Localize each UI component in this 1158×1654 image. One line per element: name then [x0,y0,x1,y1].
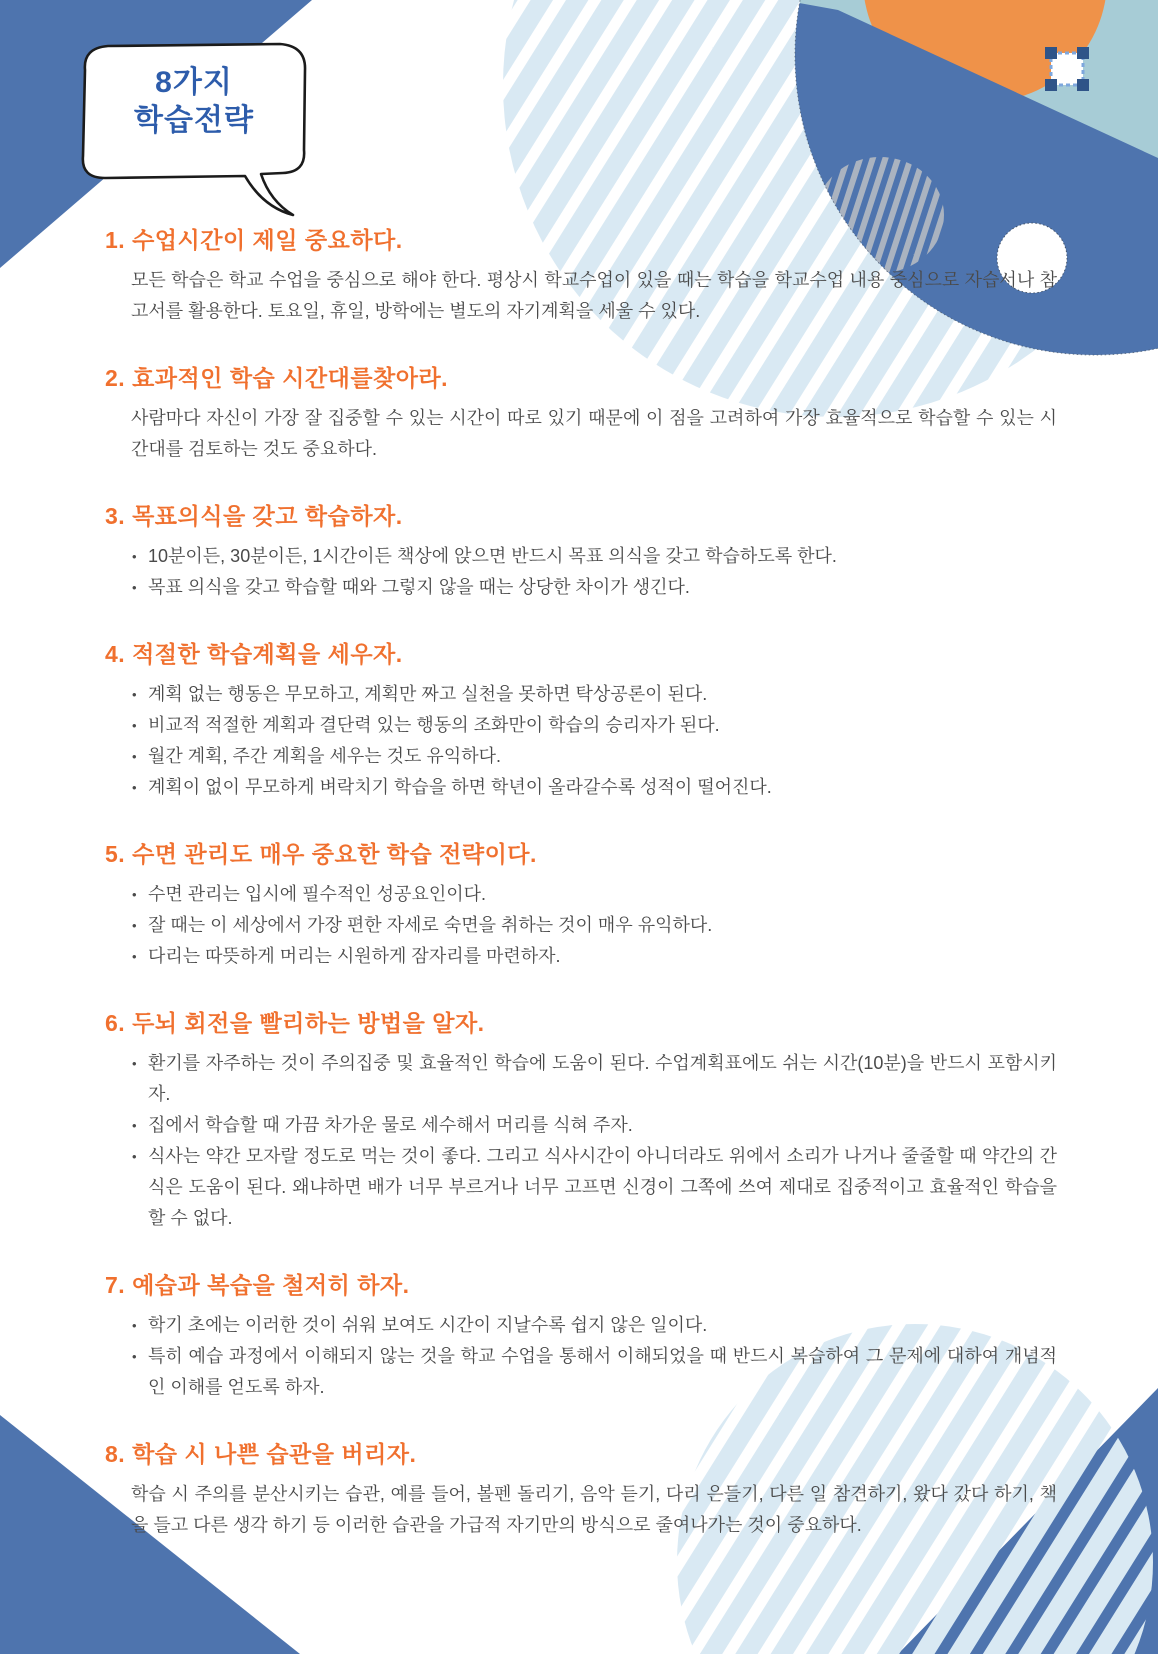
bullet-item [131,1048,1057,1110]
section-heading: 8. 학습 시 나쁜 습관을 버리자. [105,1441,417,1467]
bullet-icon: • [132,780,137,795]
poster-title [86,64,302,140]
section-heading: 3. 목표의식을 갖고 학습하자. [105,503,403,529]
section-paragraph: 모든 학습은 학교 수업을 중심으로 해야 한다. 평상시 학교수업이 있을 때는 학습을 학교수업 내용 중심으로 자습서나 참고서를 활용한다. 토요일, 휴일, 방학에는 별도의 자기계획을 세울 수 있다. [131,270,1057,321]
bullet-item [131,741,1057,772]
bullet-text: 계획이 없이 무모하게 벼락치기 학습을 하면 학년이 올라갈수록 성적이 떨어진다. [148,777,772,797]
bullet-icon: • [132,718,137,733]
bullet-item [131,772,1057,803]
section-heading: 2. 효과적인 학습 시간대를찾아라. [105,365,449,391]
bullet-icon: • [132,580,137,595]
strategy-section-2 [105,364,1057,465]
bullet-icon: • [132,1349,137,1364]
bullet-text: 계획 없는 행동은 무모하고, 계획만 짜고 실천을 못하면 탁상공론이 된다. [148,684,708,704]
bullet-text: 다리는 따뜻하게 머리는 시원하게 잠자리를 마련하자. [148,946,561,966]
section-heading: 5. 수면 관리도 매우 중요한 학습 전략이다. [105,841,537,867]
selection-frame-icon [1045,47,1089,91]
bullet-text: 집에서 학습할 때 가끔 차가운 물로 세수해서 머리를 식혀 주자. [148,1115,633,1135]
bullet-text: 목표 의식을 갖고 학습할 때와 그렇지 않을 때는 상당한 차이가 생긴다. [148,577,690,597]
poster-title-line1: 8가지 [155,66,233,99]
section-paragraph: 사람마다 자신이 가장 잘 집중할 수 있는 시간이 따로 있기 때문에 이 점을 고려하여 가장 효율적으로 학습할 수 있는 시간대를 검토하는 것도 중요하다. [131,408,1057,459]
section-heading: 6. 두뇌 회전을 빨리하는 방법을 알자. [105,1010,485,1036]
section-bullet-list [131,1310,1057,1403]
bullet-text: 학기 초에는 이러한 것이 쉬워 보여도 시간이 지날수록 쉽지 않은 일이다. [148,1315,708,1335]
bullet-text: 월간 계획, 주간 계획을 세우는 것도 유익하다. [148,746,501,766]
section-bullet-list [131,1048,1057,1234]
section-heading: 4. 적절한 학습계획을 세우자. [105,641,403,667]
bullet-icon: • [132,887,137,902]
bullet-item [131,679,1057,710]
strategy-list [105,226,1057,1578]
section-heading: 7. 예습과 복습을 철저히 하자. [105,1272,410,1298]
bullet-icon: • [132,949,137,964]
bullet-text: 10분이든, 30분이든, 1시간이든 책상에 앉으면 반드시 목표 의식을 갖고 학습하도록 한다. [148,546,837,566]
strategy-section-7 [105,1271,1057,1403]
bullet-text: 식사는 약간 모자랄 정도로 먹는 것이 좋다. 그리고 식사시간이 아니더라도 위에서 소리가 나거나 줄줄할 때 약간의 간식은 도움이 된다. 왜냐하면 배가 너무 부르거나 너무 고프면 신경이 그쪽에 쓰여 제대로 집중적이고 효율적인 학습을 할 수 없다. [148,1146,1057,1228]
bullet-icon: • [132,1056,137,1071]
poster-title-line2: 학습전략 [134,104,254,137]
bullet-item [131,541,1057,572]
bullet-text: 비교적 적절한 계획과 결단력 있는 행동의 조화만이 학습의 승리자가 된다. [148,715,720,735]
section-heading: 1. 수업시간이 제일 중요하다. [105,227,403,253]
bullet-item [131,1110,1057,1141]
strategy-section-6 [105,1009,1057,1234]
section-paragraph: 학습 시 주의를 분산시키는 습관, 예를 들어, 볼펜 돌리기, 음악 듣기, 다리 은들기, 다른 일 참견하기, 왔다 갔다 하기, 책을 들고 다른 생각 하기 등 이러한 습관을 가급적 자기만의 방식으로 줄여나가는 것이 중요하다. [131,1484,1057,1535]
section-bullet-list [131,879,1057,972]
bullet-icon: • [132,1318,137,1333]
bullet-item [131,1341,1057,1403]
bullet-icon: • [132,1118,137,1133]
bullet-text: 수면 관리는 입시에 필수적인 성공요인이다. [148,884,486,904]
strategy-section-8 [105,1440,1057,1541]
bullet-item [131,941,1057,972]
bullet-item [131,572,1057,603]
section-bullet-list [131,541,1057,603]
bullet-icon: • [132,918,137,933]
strategy-section-3 [105,502,1057,603]
bullet-icon: • [132,549,137,564]
bullet-text: 특히 예습 과정에서 이해되지 않는 것을 학교 수업을 통해서 이해되었을 때 반드시 복습하여 그 문제에 대하여 개념적인 이해를 얻도록 하자. [148,1346,1057,1397]
strategy-section-4 [105,640,1057,803]
bullet-item [131,1141,1057,1234]
bullet-item [131,1310,1057,1341]
bullet-item [131,879,1057,910]
bullet-item [131,910,1057,941]
strategy-section-5 [105,840,1057,972]
bullet-icon: • [132,749,137,764]
section-bullet-list [131,679,1057,803]
bullet-item [131,710,1057,741]
bullet-icon: • [132,1149,137,1164]
bullet-text: 환기를 자주하는 것이 주의집중 및 효율적인 학습에 도움이 된다. 수업계획표에도 쉬는 시간(10분)을 반드시 포함시키자. [148,1053,1057,1104]
bullet-text: 잘 때는 이 세상에서 가장 편한 자세로 숙면을 취하는 것이 매우 유익하다. [148,915,713,935]
bullet-icon: • [132,687,137,702]
strategy-section-1 [105,226,1057,327]
